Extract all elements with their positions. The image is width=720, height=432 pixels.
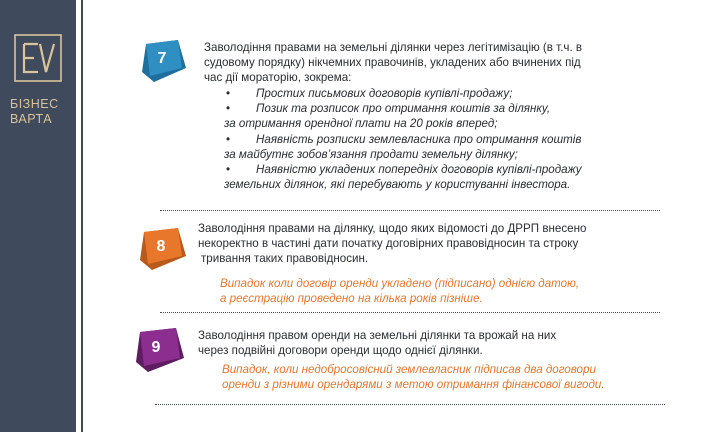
item-8-note (220, 276, 690, 306)
separator-3 (155, 404, 665, 405)
bullet-3: • Наявність розписки землевласника про отримання коштів (226, 132, 582, 146)
item-9-note-line-2: оренди з різними орендарями з метою отримання фінансової вигоди. (222, 378, 605, 392)
item-7-line-3: час дії мораторію, зокрема: (204, 71, 352, 85)
bullet-4: • Наявністю укладених попередніх договорів купівлі-продажу (226, 163, 582, 177)
sidebar (0, 0, 76, 432)
item-9-line-1: Заволодіння правом оренди на земельні ділянки та врожай на них (198, 329, 557, 342)
badge-number-8: 8 (156, 238, 166, 255)
separator-2 (160, 312, 660, 313)
item-7-line-2: судовому порядку) нікчемних правочинів, укладених або вчинених під (204, 56, 581, 70)
item-9-line-2: через подвійні договори оренди щодо однієї ділянки. (198, 344, 483, 358)
bullet-4-cont: земельних ділянок, які перебувають у користуванні інвестора. (224, 178, 571, 192)
item-7-text (204, 40, 684, 86)
item-8-note-line-2: а реєстрацію проведено на кілька років пізніше. (220, 292, 483, 306)
bullet-1: • Простих письмових договорів купівлі-продажу; (226, 87, 513, 100)
item-8-line-3: тривання таких правовідносин. (201, 252, 369, 266)
item-8-line-2: некоректно в частині дати початку договірних правовідносин та строку (198, 237, 579, 251)
item-7-bullets (224, 86, 684, 192)
item-9-text (198, 328, 688, 358)
item-8-line-1: Заволодіння правами на ділянку, щодо яких відомості до ДРРП внесено (198, 222, 587, 235)
brand-line-1: БІЗНЕС (10, 97, 59, 111)
bullet-2: • Позик та розписок про отримання коштів за ділянку, (226, 102, 551, 116)
item-8-text (198, 221, 688, 267)
item-7-line-1: Заволодіння правами на земельні ділянки через легітимізацію (в т.ч. в (204, 41, 583, 54)
badge-number-7: 7 (157, 50, 167, 67)
bv-monogram-icon (14, 34, 62, 82)
brand-name (10, 97, 59, 127)
separator-1 (160, 210, 660, 211)
brand-line-2: ВАРТА (10, 112, 53, 126)
bullet-3-cont: за майбутнє зобов’язання продати земельну ділянку; (224, 147, 518, 161)
item-9-note-line-1: Випадок, коли недобросовісний землевласник підписав два договори (222, 363, 596, 376)
badge-number-9: 9 (151, 339, 161, 356)
item-8-note-line-1: Випадок коли договір оренди укладено (підписано) однією датою, (220, 277, 580, 290)
item-9-note (222, 362, 692, 392)
bullet-2-cont: за отримання орендної плати на 20 років вперед; (224, 117, 498, 131)
sidebar-divider (81, 0, 83, 432)
